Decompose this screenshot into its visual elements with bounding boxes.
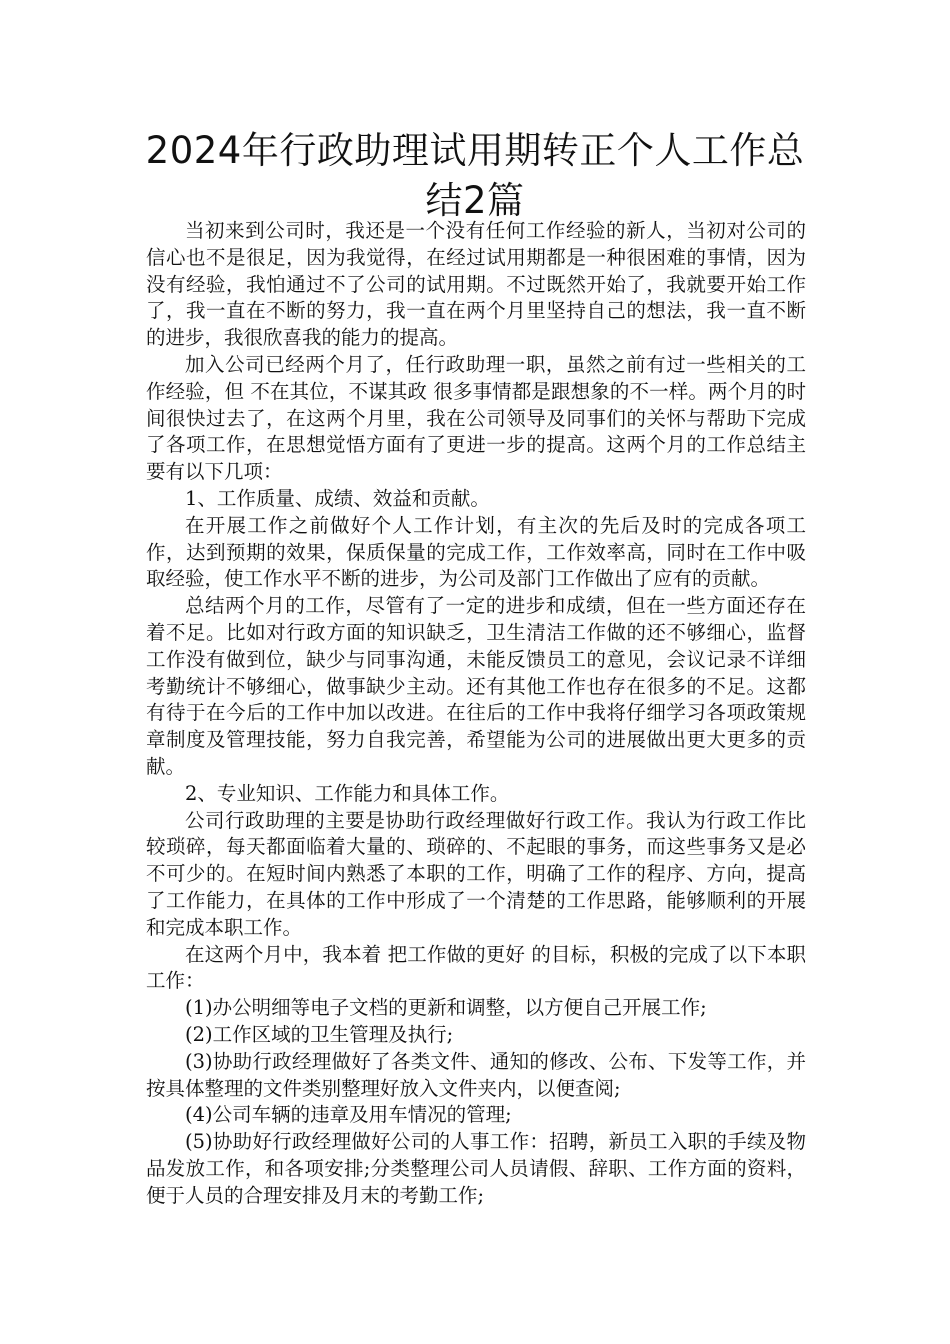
section-heading: 1、工作质量、成绩、效益和贡献。 — [185, 486, 490, 510]
list-item: (3)协助行政经理做好了各类文件、通知的修改、公布、下发等工作，并按具体整理的文件类别整理好放入文件夹内，以便查阅; — [146, 1049, 806, 1100]
document-body — [146, 218, 806, 1209]
list-item: (1)办公明细等电子文档的更新和调整，以方便自己开展工作; — [185, 996, 707, 1020]
document-title: 2024年行政助理试用期转正个人工作总结2篇 — [145, 129, 805, 222]
list-item: (2)工作区域的卫生管理及执行; — [185, 1022, 454, 1046]
list-item: (5)协助好行政经理做好公司的人事工作：招聘，新员工入职的手续及物品发放工作，和各项安排;分类整理公司人员请假、辞职、工作方面的资料，便于人员的合理安排及月末的考勤工作; — [146, 1130, 806, 1207]
section-heading: 2、专业知识、工作能力和具体工作。 — [185, 781, 510, 805]
paragraph: 公司行政助理的主要是协助行政经理做好行政工作。我认为行政工作比较琐碎，每天都面临着大量的、琐碎的、不起眼的事务，而这些事务又是必不可少的。在短时间内熟悉了本职的工作，明确了工作的程序、方向，提高了工作能力，在具体的工作中形成了一个清楚的工作思路，能够顺利的开展和完成本职工作。 — [146, 808, 806, 939]
paragraph: 当初来到公司时，我还是一个没有任何工作经验的新人，当初对公司的信心也不是很足，因为我觉得，在经过试用期都是一种很困难的事情，因为没有经验，我怕通过不了公司的试用期。不过既然开始了，我就要开始工作了，我一直在不断的努力，我一直在两个月里坚持自己的想法，我一直不断的进步，我很欣喜我的能力的提高。 — [146, 219, 806, 350]
paragraph: 总结两个月的工作，尽管有了一定的进步和成绩，但在一些方面还存在着不足。比如对行政方面的知识缺乏，卫生清洁工作做的还不够细心，监督工作没有做到位，缺少与同事沟通，未能反馈员工的意见，会议记录不详细考勤统计不够细心，做事缺少主动。还有其他工作也存在很多的不足。这都有待于在今后的工作中加以改进。在往后的工作中我将仔细学习各项政策规章制度及管理技能，努力自我完善，希望能为公司的进展做出更大更多的贡献。 — [146, 594, 806, 778]
paragraph: 在这两个月中，我本着 把工作做的更好 的目标，积极的完成了以下本职工作： — [146, 942, 806, 993]
paragraph: 在开展工作之前做好个人工作计划，有主次的先后及时的完成各项工作，达到预期的效果，保质保量的完成工作，工作效率高，同时在工作中吸取经验，使工作水平不断的进步，为公司及部门工作做出了应有的贡献。 — [146, 513, 806, 591]
list-item: (4)公司车辆的违章及用车情况的管理; — [185, 1103, 512, 1127]
paragraph: 加入公司已经两个月了，任行政助理一职，虽然之前有过一些相关的工作经验，但 不在其位，不谋其政 很多事情都是跟想象的不一样。两个月的时间很快过去了，在这两个月里，我在公司领导及同事们的关怀与帮助下完成了各项工作，在思想觉悟方面有了更进一步的提高。这两个月的工作总结主要有以下几项： — [146, 352, 806, 484]
